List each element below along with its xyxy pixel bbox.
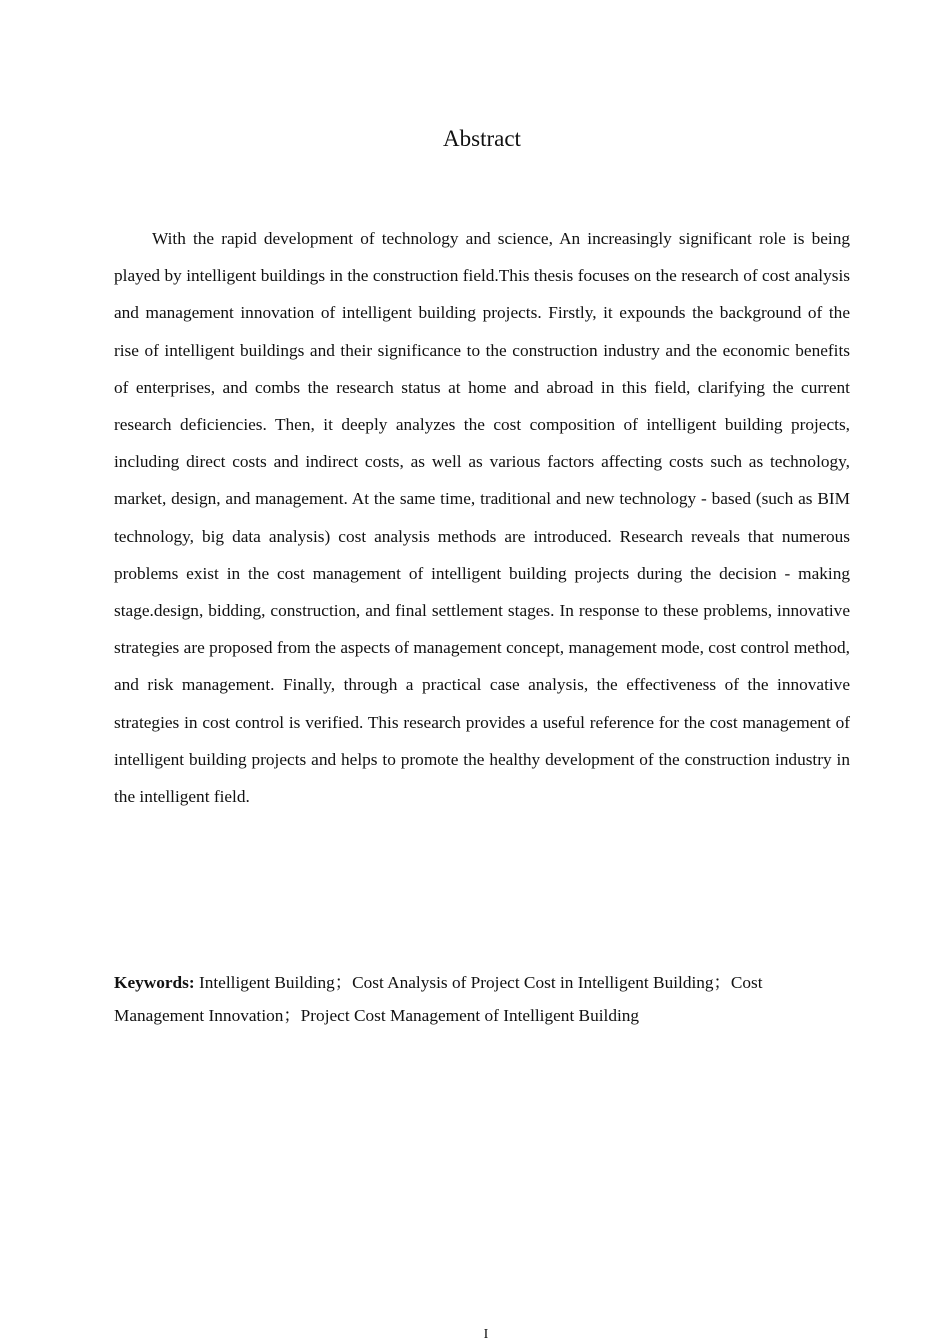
keywords-label: Keywords:: [114, 973, 199, 992]
page-number: I: [483, 1327, 489, 1342]
abstract-body: With the rapid development of technology and science, An increasingly significant role is being played by intelligent buildings in the construction field.This thesis focuses on the research of cost analysis and management innovation of intelligent building projects. Firstly, it expounds the background of the rise of intelligent buildings and their significance to the construction industry and the economic benefits of enterprises, and combs the research status at home and abroad in this field, clarifying the current research deficiencies. Then, it deeply analyzes the cost composition of intelligent building projects, including direct costs and indirect costs, as well as various factors affecting costs such as technology, market, design, and management. At the same time, traditional and new technology - based (such as BIM technology, big data analysis) cost analysis methods are introduced. Research reveals that numerous problems exist in the cost management of intelligent building projects during the decision - making stage.design, bidding, construction, and final settlement stages. In response to these problems, innovative strategies are proposed from the aspects of management concept, management mode, cost control method, and risk management. Finally, through a practical case analysis, the effectiveness of the innovative strategies in cost control is verified. This research provides a useful reference for the cost management of intelligent building projects and helps to promote the healthy development of the construction industry in the intelligent field.: [114, 229, 850, 807]
keywords-text: Intelligent Building；Cost Analysis of Project Cost in Intelligent Building；Cost Management Innovation；Project Cost Management of Intelligent Building: [114, 973, 763, 1025]
abstract-title: Abstract: [443, 126, 521, 151]
keywords-section: [114, 966, 850, 1032]
